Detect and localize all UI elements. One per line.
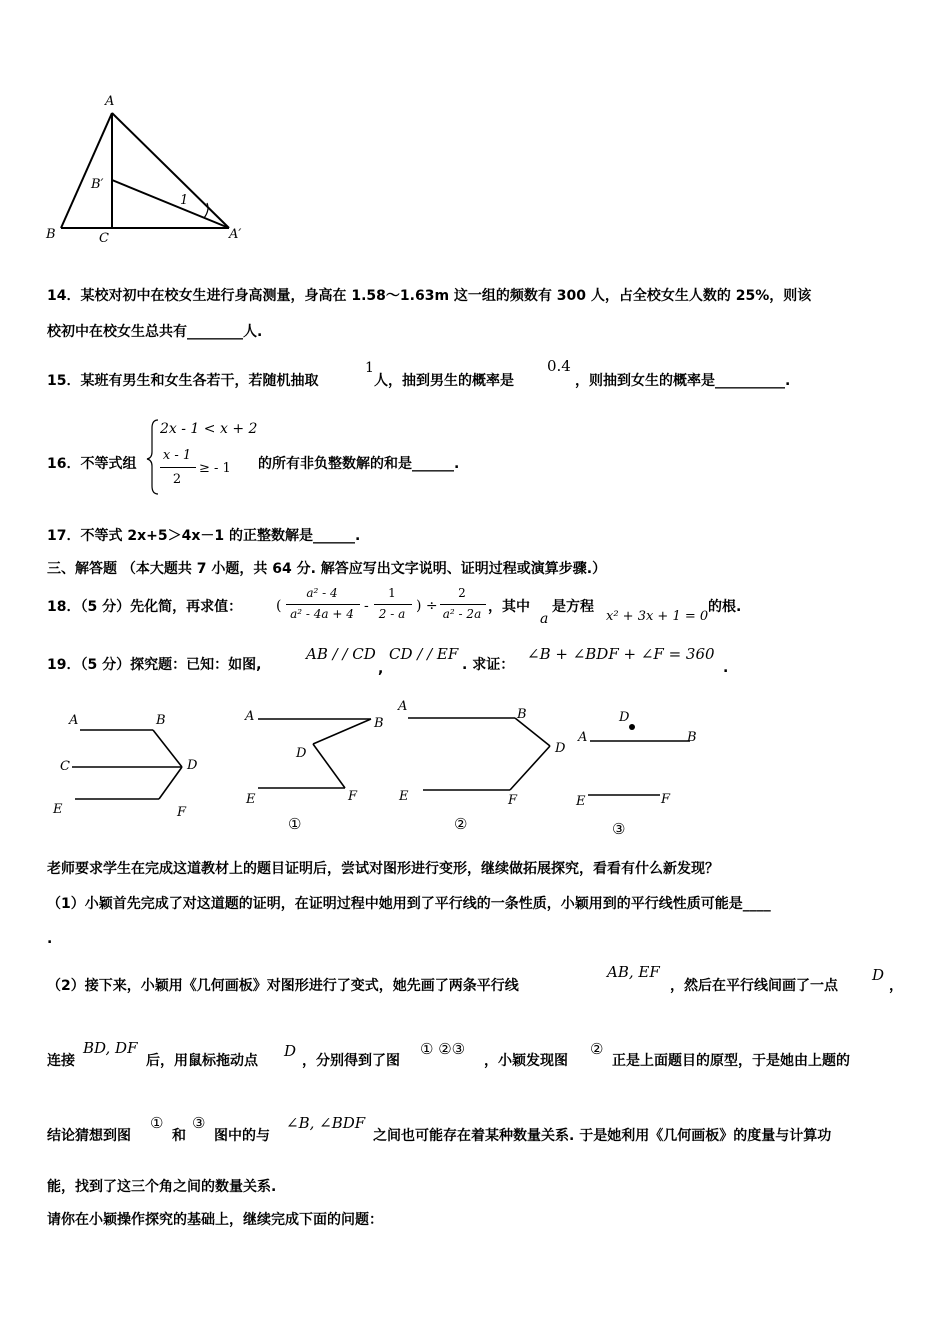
fig3-label-F: F	[661, 792, 671, 807]
fig3-label-B: B	[687, 730, 697, 745]
fig2-label-B: B	[517, 707, 527, 722]
q19-end: .	[723, 660, 729, 676]
body-p5-angles: ∠B, ∠BDF	[286, 1114, 366, 1132]
q18-paren-close-div: ) ÷	[416, 598, 438, 614]
body-p5a: 结论猜想到图	[47, 1128, 131, 1144]
q18-f3-den: a² - 2a	[442, 607, 482, 621]
q19-cond2: CD / / EF	[389, 645, 459, 663]
q19-claim: ∠B + ∠BDF + ∠F = 360	[527, 645, 715, 663]
q19-prove: . 求证：	[462, 657, 515, 673]
q16-prefix: 16．不等式组	[47, 456, 137, 472]
segment-B-prime-A-prime	[112, 180, 229, 228]
fig0-label-D: D	[187, 758, 198, 773]
q17-text: 17．不等式 2x+5＞4x－1 的正整数解是______.	[47, 528, 361, 544]
system-brace	[147, 420, 158, 494]
q18-mid2: 是方程	[552, 599, 594, 615]
segment-AA-prime	[112, 113, 229, 228]
body-p2b: .	[47, 931, 53, 947]
q18-f2-num: 1	[388, 586, 396, 600]
q18-f2-den: 2 - a	[378, 607, 406, 621]
body-p5-one: ①	[150, 1114, 164, 1132]
q18-prefix: 18．（5 分）先化简，再求值：	[47, 599, 243, 615]
q15-mid: 人，抽到男生的概率是	[374, 373, 514, 389]
body-p2: （1）小颖首先完成了对这道题的证明，在证明过程中她用到了平行线的一条性质，小颖用到的平行线性质可能是____	[47, 896, 771, 912]
q16-frac-num: x - 1	[162, 448, 192, 463]
fig3-label-D: D	[619, 710, 630, 725]
body-p4-d: D	[284, 1042, 297, 1060]
fig3-label-A: A	[578, 730, 588, 745]
body-p4-two: ②	[590, 1040, 604, 1058]
fig1-label-B: B	[374, 716, 384, 731]
fig3-number: ③	[612, 820, 626, 838]
fig0-label-E: E	[53, 802, 63, 817]
point-D-dot	[629, 724, 635, 730]
body-p1: 老师要求学生在完成这道教材上的题目证明后，尝试对图形进行变形，继续做拓展探究，看看有什么新发现？	[47, 861, 719, 877]
fig1-number: ①	[288, 815, 302, 833]
q18-mid: ，其中	[488, 599, 530, 615]
fig1-label-D: D	[296, 746, 307, 761]
body-p3c: ，	[889, 978, 903, 994]
q14-line2: 校初中在校女生总共有________人.	[47, 324, 263, 340]
fig0-label-A: A	[69, 713, 79, 728]
label-B-prime: B′	[91, 177, 104, 192]
q18-f1-den: a² - 4a + 4	[290, 607, 354, 621]
label-A: A	[105, 94, 115, 109]
fig2-number: ②	[454, 815, 468, 833]
q18-suffix: 的根.	[708, 599, 742, 615]
fig0-label-B: B	[156, 713, 166, 728]
q18-f2-bar	[374, 604, 412, 605]
q15-prob: 0.4	[547, 357, 571, 375]
q18-paren-open: (	[276, 598, 282, 614]
fig3-label-E: E	[576, 794, 586, 809]
q15-suffix: ，则抽到女生的概率是__________.	[575, 373, 791, 389]
segment-AB	[61, 113, 112, 228]
body-p4a: 连接	[47, 1053, 75, 1069]
body-p4e: 正是上面题目的原型，于是她由上题的	[612, 1053, 850, 1069]
q15-prefix: 15．某班有男生和女生各若干，若随机抽取	[47, 373, 319, 389]
q16-ineq1: 2x - 1 < x + 2	[160, 421, 258, 437]
body-p5b: 和	[172, 1128, 186, 1144]
fig1-label-F: F	[348, 789, 358, 804]
q15-one: 1	[365, 360, 374, 376]
q18-f3-num: 2	[458, 586, 466, 600]
q19-cond1: AB / / CD	[306, 645, 376, 663]
body-p5d: 之间也可能存在着某种数量关系. 于是她利用《几何画板》的度量与计算功	[373, 1128, 832, 1144]
label-A-prime: A′	[229, 227, 242, 242]
q16-suffix: 的所有非负整数解的和是______.	[258, 456, 460, 472]
q14-line1: 14．某校对初中在校女生进行身高测量，身高在 1.58～1.63m 这一组的频数有 300 人，占全校女生人数的 25%，则该	[47, 288, 812, 304]
body-p5c: 图中的与	[214, 1128, 270, 1144]
label-B: B	[46, 227, 56, 242]
body-p4c: ，分别得到了图	[302, 1053, 400, 1069]
body-p4-nums: ① ②③	[420, 1040, 466, 1058]
q18-minus: -	[364, 598, 369, 614]
q16-frac-bar	[160, 467, 196, 468]
body-p3-d: D	[872, 966, 885, 984]
fig2-label-F: F	[508, 793, 518, 808]
q18-f1-bar	[286, 604, 360, 605]
fig1-label-A: A	[245, 709, 255, 724]
q18-equation: x² + 3x + 1 = 0	[606, 609, 709, 624]
fig0-label-F: F	[177, 805, 187, 820]
q18-f3-bar	[440, 604, 486, 605]
body-p6: 能，找到了这三个角之间的数量关系.	[47, 1179, 277, 1195]
q16-ineq2-rhs: ≥ - 1	[199, 461, 231, 476]
fig0-label-C: C	[60, 759, 70, 774]
fig2-label-A: A	[398, 699, 408, 714]
body-p3a: （2）接下来，小颖用《几何画板》对图形进行了变式，她先画了两条平行线	[47, 978, 519, 994]
label-angle-1: 1	[180, 193, 189, 208]
section3-heading: 三、解答题 （本大题共 7 小题，共 64 分. 解答应写出文字说明、证明过程或演算步骤.）	[47, 561, 607, 577]
body-p5-three: ③	[192, 1114, 206, 1132]
q19-prefix: 19．（5 分）探究题：已知：如图,	[47, 657, 262, 673]
body-p3b: ，然后在平行线间画了一点	[670, 978, 838, 994]
label-C: C	[99, 231, 109, 246]
body-p7: 请你在小颖操作探究的基础上，继续完成下面的问题：	[47, 1212, 383, 1228]
fig2-label-E: E	[399, 789, 409, 804]
q16-frac-den: 2	[172, 472, 182, 487]
fig2-label-D: D	[555, 741, 566, 756]
body-p4b: 后，用鼠标拖动点	[146, 1053, 258, 1069]
q18-var-a: a	[540, 611, 549, 627]
fig1-label-E: E	[246, 792, 256, 807]
body-p4d: ，小颖发现图	[484, 1053, 568, 1069]
q19-comma: ,	[378, 661, 384, 677]
q18-f1-num: a² - 4	[306, 586, 338, 600]
body-p3-ab-ef: AB, EF	[607, 963, 660, 981]
body-p4-bd-df: BD, DF	[83, 1039, 138, 1057]
